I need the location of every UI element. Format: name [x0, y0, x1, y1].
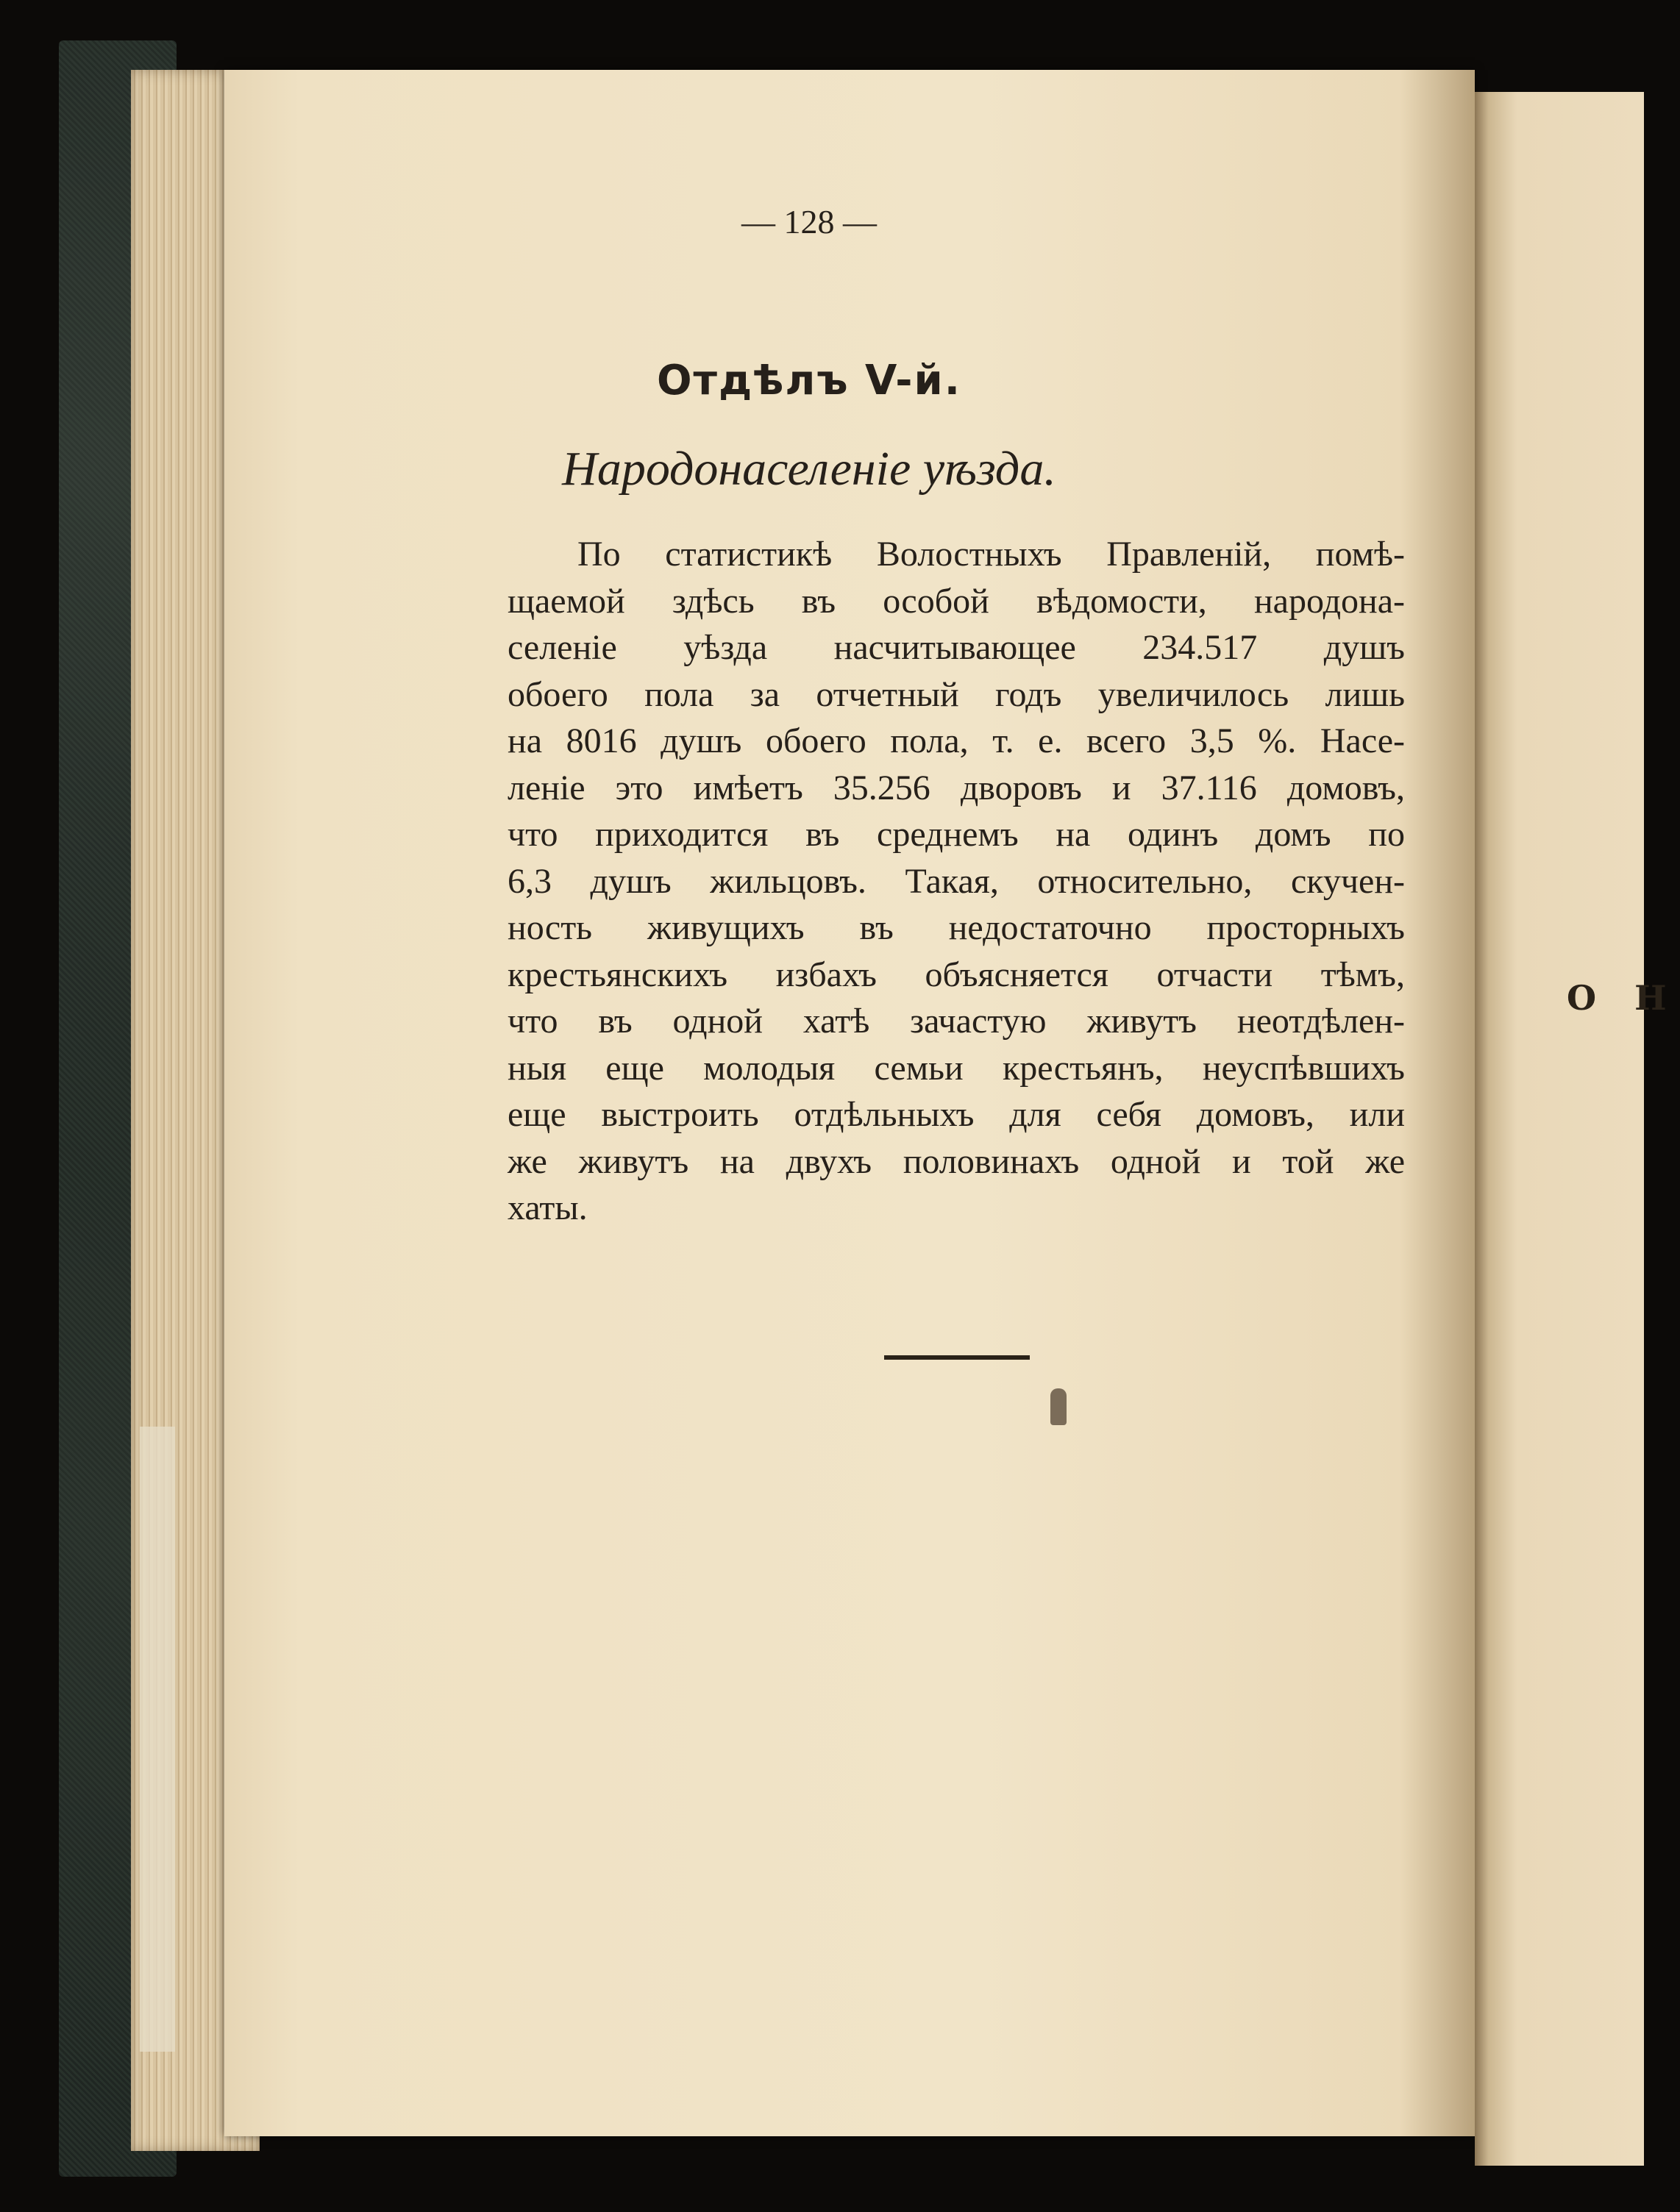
- paragraph-line: что въ одной хатѣ зачастую живутъ неотдѣлен-: [508, 1002, 1405, 1041]
- paragraph-line: что приходится въ среднемъ на одинъ домъ по: [508, 815, 1405, 854]
- body-paragraph: [508, 531, 1405, 1232]
- ink-mark: [1050, 1388, 1067, 1425]
- paragraph-line: 6,3 душъ жильцовъ. Такая, относительно, скучен-: [508, 861, 1405, 901]
- paragraph-line: щаемой здѣсь въ особой вѣдомости, народона-: [508, 581, 1405, 621]
- paragraph-line: крестьянскихъ избахъ объясняется отчасти тѣмъ,: [508, 955, 1405, 994]
- paragraph-line: же живутъ на двухъ половинахъ одной и той же: [508, 1141, 1405, 1181]
- paragraph-line: еще выстроить отдѣльныхъ для себя домовъ, или: [508, 1095, 1405, 1134]
- section-divider: [884, 1355, 1030, 1360]
- paragraph-line: ныя еще молодыя семьи крестьянъ, неуспѣвшихъ: [508, 1048, 1405, 1088]
- section-heading: Отдѣлъ V-й.: [656, 357, 962, 404]
- paragraph-line: ность живущихъ въ недостаточно просторныхъ: [508, 908, 1405, 947]
- paragraph-line: обоего пола за отчетный годъ увеличилось лишь: [508, 674, 1405, 714]
- next-page-text: О Н: [1567, 978, 1680, 1018]
- page-number: — 128 —: [741, 203, 877, 240]
- next-page: [1475, 92, 1644, 2166]
- paragraph-line: на 8016 душъ обоего пола, т. е. всего 3,5 %. Насе-: [508, 721, 1405, 760]
- paragraph-line: По статистикѣ Волостныхъ Правленій, помѣ-: [577, 535, 1405, 574]
- page-edge-strip: [140, 1427, 175, 2052]
- paragraph-line: хаты.: [508, 1188, 588, 1227]
- paragraph-line: леніе это имѣетъ 35.256 дворовъ и 37.116 домовъ,: [508, 768, 1405, 807]
- paragraph-line: селеніе уѣзда насчитывающее 234.517 душъ: [508, 628, 1405, 667]
- section-title: Народонаселеніе уѣзда.: [562, 442, 1056, 496]
